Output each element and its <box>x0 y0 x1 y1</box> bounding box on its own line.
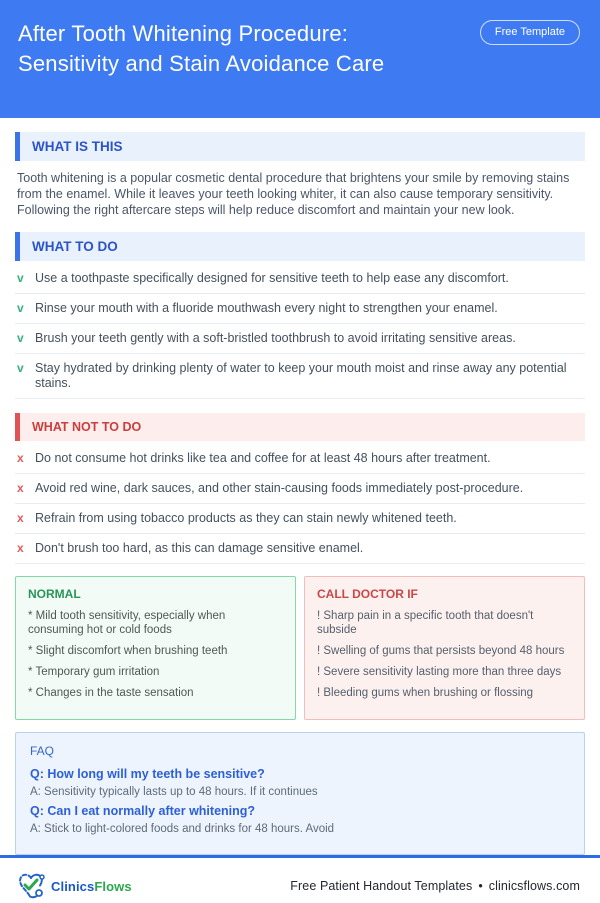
faq-question: Q: How long will my teeth be sensitive? <box>30 767 265 781</box>
clinicsflows-logo <box>15 870 132 902</box>
list-item <box>15 504 585 534</box>
call-doctor-box-item: ! Bleeding gums when brushing or flossing <box>317 687 534 699</box>
footer-text <box>290 879 580 893</box>
cross-icon: x <box>17 511 24 525</box>
what-is-this-body: Tooth whitening is a popular cosmetic dental procedure that brightens your smile by removing stains from the enamel. While it leaves your teeth looking whiter, it can also cause temporary sensitivity. Following the right aftercare steps will help reduce discomfort and maintain your new look. <box>17 171 570 217</box>
call-doctor-box-title: CALL DOCTOR IF <box>317 587 418 601</box>
list-item <box>15 294 585 324</box>
normal-box-item: * Mild tooth sensitivity, especially when consuming hot or cold foods <box>28 610 226 636</box>
faq-answer: A: Stick to light-colored foods and drinks for 48 hours. Avoid <box>30 823 335 835</box>
faq-title: FAQ <box>30 744 55 758</box>
call-doctor-box <box>304 576 585 720</box>
call-doctor-box-item: ! Swelling of gums that persists beyond 48 hours <box>317 645 565 657</box>
info-boxes-row <box>15 576 585 720</box>
normal-box-item: * Temporary gum irritation <box>28 666 160 678</box>
brand-clinics: Clinics <box>51 878 95 894</box>
check-icon: v <box>17 361 24 375</box>
free-template-badge[interactable]: Free Template <box>480 20 580 45</box>
list-item-text: Rinse your mouth with a fluoride mouthwash every night to strengthen your enamel. <box>35 301 498 315</box>
cross-icon: x <box>17 541 24 555</box>
list-item-text: Avoid red wine, dark sauces, and other stain-causing foods immediately post-procedure. <box>35 481 524 495</box>
normal-box <box>15 576 296 720</box>
section-heading-what-to-do: WHAT TO DO <box>15 232 585 261</box>
list-item-text: Do not consume hot drinks like tea and coffee for at least 48 hours after treatment. <box>35 451 491 465</box>
normal-box-item: * Slight discomfort when brushing teeth <box>28 645 228 657</box>
check-icon: v <box>17 271 24 285</box>
what-to-do-list <box>15 264 585 399</box>
faq-question: Q: Can I eat normally after whitening? <box>30 804 256 818</box>
check-icon: v <box>17 301 24 315</box>
cross-icon: x <box>17 481 24 495</box>
call-doctor-box-item: ! Sharp pain in a specific tooth that doesn't subside <box>317 610 534 636</box>
footer-separator: • <box>478 879 483 893</box>
footer-tagline: Free Patient Handout Templates <box>290 879 473 893</box>
cross-icon: x <box>17 451 24 465</box>
check-icon: v <box>17 331 24 345</box>
page-title-line2: Sensitivity and Stain Avoidance Care <box>18 51 385 76</box>
list-item-text: Use a toothpaste specifically designed for sensitive teeth to help ease any discomfort. <box>35 271 509 285</box>
section-heading-what-is-this: WHAT IS THIS <box>15 132 585 161</box>
list-item <box>15 534 585 564</box>
brand-wordmark <box>51 879 132 894</box>
list-item <box>15 354 585 399</box>
footer-site-link[interactable]: clinicsflows.com <box>488 879 580 893</box>
page-header <box>0 0 600 118</box>
page-title-line1: After Tooth Whitening Procedure: <box>18 21 349 46</box>
stethoscope-heart-icon <box>15 870 47 902</box>
list-item-text: Brush your teeth gently with a soft-bristled toothbrush to avoid irritating sensitive areas. <box>35 331 516 345</box>
what-not-to-do-list <box>15 444 585 564</box>
list-item <box>15 444 585 474</box>
brand-flows: Flows <box>94 878 132 894</box>
page-footer <box>0 855 600 903</box>
list-item <box>15 474 585 504</box>
normal-box-item: * Changes in the taste sensation <box>28 687 194 699</box>
faq-answer: A: Sensitivity typically lasts up to 48 hours. If it continues <box>30 786 318 798</box>
section-heading-what-not-to-do: WHAT NOT TO DO <box>15 413 585 441</box>
main-content <box>0 118 600 855</box>
normal-box-title: NORMAL <box>28 587 81 601</box>
list-item <box>15 264 585 294</box>
list-item-text: Refrain from using tobacco products as they can stain newly whitened teeth. <box>35 511 457 525</box>
list-item-text: Don't brush too hard, as this can damage sensitive enamel. <box>35 541 364 555</box>
list-item-text: Stay hydrated by drinking plenty of water to keep your mouth moist and rinse away any potential stains. <box>35 361 567 390</box>
page-title <box>18 19 458 79</box>
faq-box <box>15 732 585 855</box>
call-doctor-box-item: ! Severe sensitivity lasting more than three days <box>317 666 562 678</box>
list-item <box>15 324 585 354</box>
